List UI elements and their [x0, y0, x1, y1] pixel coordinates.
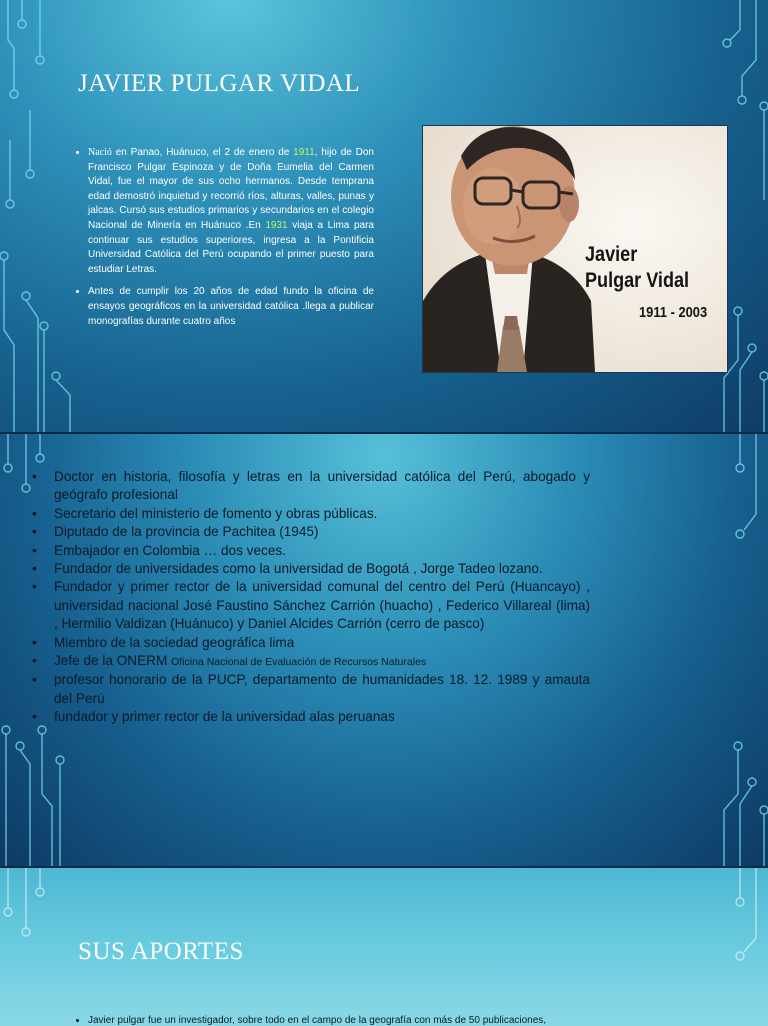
- contributions-list: [78, 1014, 708, 1026]
- list-item-text: Miembro de la sociedad geográfica lima: [54, 634, 295, 650]
- bullet-dot: •: [32, 578, 37, 595]
- list-item: • Javier pulgar fue un investigador, sobre todo en el campo de la geografía con más de 50 publicaciones,: [88, 1014, 708, 1026]
- list-item-text: Secretario del ministerio de fomento y obras públicas.: [54, 505, 378, 521]
- list-item-text: Fundador y primer rector de la universidad comunal del centro del Perú (Huancayo) , universidad nacional José Faustino Sánchez Carrión (huacho) , Federico Villareal (lima) , Hermilio Valdizan (Huánuco) y Daniel Alcides Carrión (cerro de pasco): [54, 579, 590, 632]
- highlight-year: 1911: [293, 147, 315, 158]
- bullet-dot: •: [32, 671, 37, 688]
- list-item: [32, 633, 590, 652]
- list-item-text: fundador y primer rector de la universidad alas peruanas: [54, 709, 395, 725]
- portrait-photo: [422, 125, 728, 373]
- list-item: [32, 708, 590, 726]
- highlight-year: 1931: [265, 219, 288, 231]
- list-item: [32, 541, 590, 560]
- slide-1: [0, 0, 768, 432]
- list-item-text: Diputado de la provincia de Pachitea (1945): [54, 524, 319, 540]
- onerm-full-name: Oficina Nacional de Evaluación de Recursos Naturales: [171, 656, 427, 669]
- bullet-dot: •: [32, 652, 37, 669]
- bullet-dot: •: [32, 633, 37, 650]
- slide-title: JAVIER PULGAR VIDAL: [78, 70, 361, 97]
- biography-text: [78, 146, 374, 337]
- list-item: [32, 652, 590, 671]
- list-item: [32, 671, 590, 708]
- list-item-text: Fundador de universidades como la universidad de Bogotá , Jorge Tadeo lozano.: [54, 561, 543, 577]
- list-item: [88, 146, 374, 277]
- bullet-dot: •: [32, 560, 37, 577]
- list-item: [32, 523, 590, 541]
- career-list: [32, 468, 590, 727]
- list-item: [32, 560, 590, 578]
- photo-caption-line: Javier: [585, 243, 638, 266]
- list-item: [32, 578, 590, 633]
- slide-3: [0, 868, 768, 1026]
- born-word: Nació: [88, 147, 112, 158]
- bio-text-part: , hijo de Don Francisco Pulgar Espinoza y de Doña Eumelia del Carmen Vidal, fue el mayor de sus ocho hermanos. Desde temprana edad demostró inquietud y recorrió ríos, alturas, valles, punas y jalcas. Cursó sus estudios primarios y secundarios en el colegio Nacional de Minería en Huánuco .En: [88, 147, 374, 231]
- bullet-dot: •: [32, 468, 37, 484]
- slide-title: SUS APORTES: [78, 938, 244, 965]
- list-item-text: profesor honorario de la PUCP, departamento de humanidades 18. 12. 1989 y amauta del Perú: [54, 672, 590, 706]
- list-item-text: Embajador en Colombia … dos veces.: [54, 542, 286, 558]
- bullet-dot: •: [32, 708, 37, 725]
- bullet-dot: •: [32, 523, 37, 540]
- photo-caption-years: 1911 - 2003: [639, 304, 708, 321]
- bio-text-part: viaja a Lima para continuar sus estudios superiores, ingresa a la Pontificia Universidad Católica del Perú ocupando el primer puesto para estudiar Letras.: [88, 219, 374, 275]
- bullet-dot: •: [32, 504, 37, 521]
- list-item: [32, 504, 590, 523]
- slide-2: [0, 434, 768, 866]
- onerm-label: Jefe de la ONERM: [54, 653, 172, 669]
- list-item: [32, 468, 590, 505]
- photo-caption-line: Pulgar Vidal: [585, 269, 690, 292]
- bio-text-part: en Panao, Huánuco, el 2 de enero de: [111, 147, 294, 158]
- photo-caption-name: [585, 242, 689, 294]
- list-item: • Antes de cumplir los 20 años de edad fundo la oficina de ensayos geográficos en la universidad católica .llega a publicar monografías durante cuatro años: [88, 285, 374, 329]
- bullet-dot: •: [32, 541, 37, 558]
- list-item-text: Doctor en historia, filosofía y letras en la universidad católica del Perú, abogado y geógrafo profesional: [54, 469, 590, 503]
